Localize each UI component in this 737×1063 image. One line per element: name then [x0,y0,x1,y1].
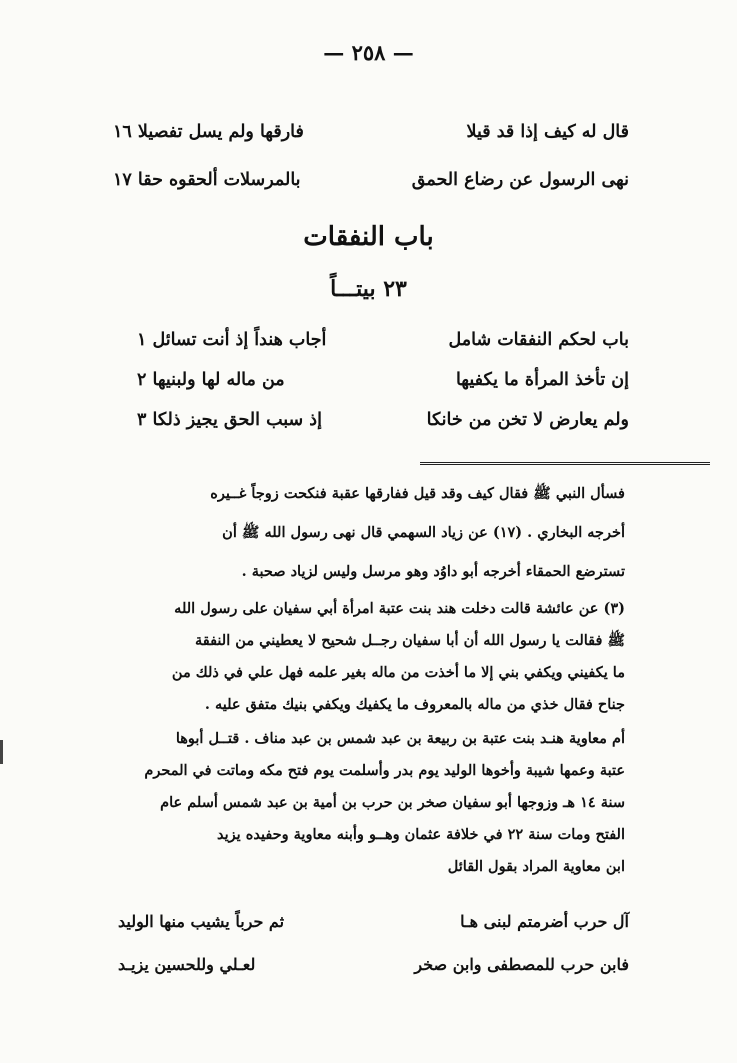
footnote-line: ﷺ فقالت يا رسول الله أن أبا سفيان رجــل شحيح لا يعطيني من النفقة [194,632,625,649]
verse-first-hemistich: باب لحكم النفقات شامل [448,330,629,350]
verse-second-hemistich: فارقها ولم يسل تفصيلا ١٦ [113,122,304,142]
verse-first-hemistich: ولم يعارض لا تخن من خانكا [426,410,629,430]
page-number: — ٢٥٨ — [323,40,414,65]
footnote-line: أخرجه البخاري . (١٧) عن زياد السهمي قال نهى رسول الله ﷺ أن [222,524,625,541]
verse-second-hemistich: إذ سبب الحق يجيز ذلكا ٣ [137,410,322,430]
verse-count: ٢٣ بيتـــاً [330,276,407,302]
footnote-line: عتبة وعمها شيبة وأخوها الوليد يوم بدر وأسلمت يوم فتح مكه وماتت في المحرم [144,762,625,779]
footnote-line: ما يكفيني ويكفي بني إلا ما أخذت من ماله بغير علمه فهل علي في ذلك من [171,664,625,681]
verse-first-hemistich: قال له كيف إذا قد قيلا [466,122,629,142]
chapter-title: باب النفقات [303,222,434,252]
footnote-line: سنة ١٤ هـ وزوجها أبو سفيان صخر بن حرب بن أمية بن عبد شمس أسلم عام [160,794,625,811]
footnote-line: الفتح ومات سنة ٢٢ في خلافة عثمان وهــو وأبنه معاوية وحفيده يزيد [217,826,625,843]
verse-second-hemistich: أجاب هنداً إذ أنت تسائل ١ [137,330,327,350]
verse-second-hemistich: لعـلي وللحسين يزيـد [118,955,256,974]
footnote-line: ابن معاوية المراد بقول القائل [447,858,625,875]
scan-edge-mark [0,740,3,764]
footnote-divider [420,462,710,465]
footnote-line: جناح فقال خذي من ماله بالمعروف ما يكفيك ويكفي بنيك متفق عليه . [204,696,625,713]
verse-second-hemistich: ثم حرباً يشيب منها الوليد [118,912,285,931]
verse-first-hemistich: آل حرب أضرمتم لبنى هـا [460,912,629,931]
footnote-line: (٣) عن عائشة قالت دخلت هند بنت عتبة امرأة أبي سفيان على رسول الله [174,600,625,617]
footnote-line: فسأل النبي ﷺ فقال كيف وقد قيل ففارقها عقبة فنكحت زوجاً غــيره [210,485,625,502]
footnote-line: أم معاوية هنـد بنت عتبة بن ربيعة بن عبد شمس بن عبد مناف . قتــل أبوها [175,730,625,747]
footnote-line: تسترضع الحمقاء أخرجه أبو داوُد وهو مرسل وليس لزياد صحبة . [241,563,625,580]
verse-first-hemistich: نهى الرسول عن رضاع الحمق [411,170,629,190]
verse-first-hemistich: فابن حرب للمصطفى وابن صخر [414,955,629,974]
verse-second-hemistich: بالمرسلات ألحقوه حقا ١٧ [113,170,301,190]
verse-first-hemistich: إن تأخذ المرأة ما يكفيها [455,370,629,390]
verse-second-hemistich: من ماله لها ولبنيها ٢ [137,370,285,390]
